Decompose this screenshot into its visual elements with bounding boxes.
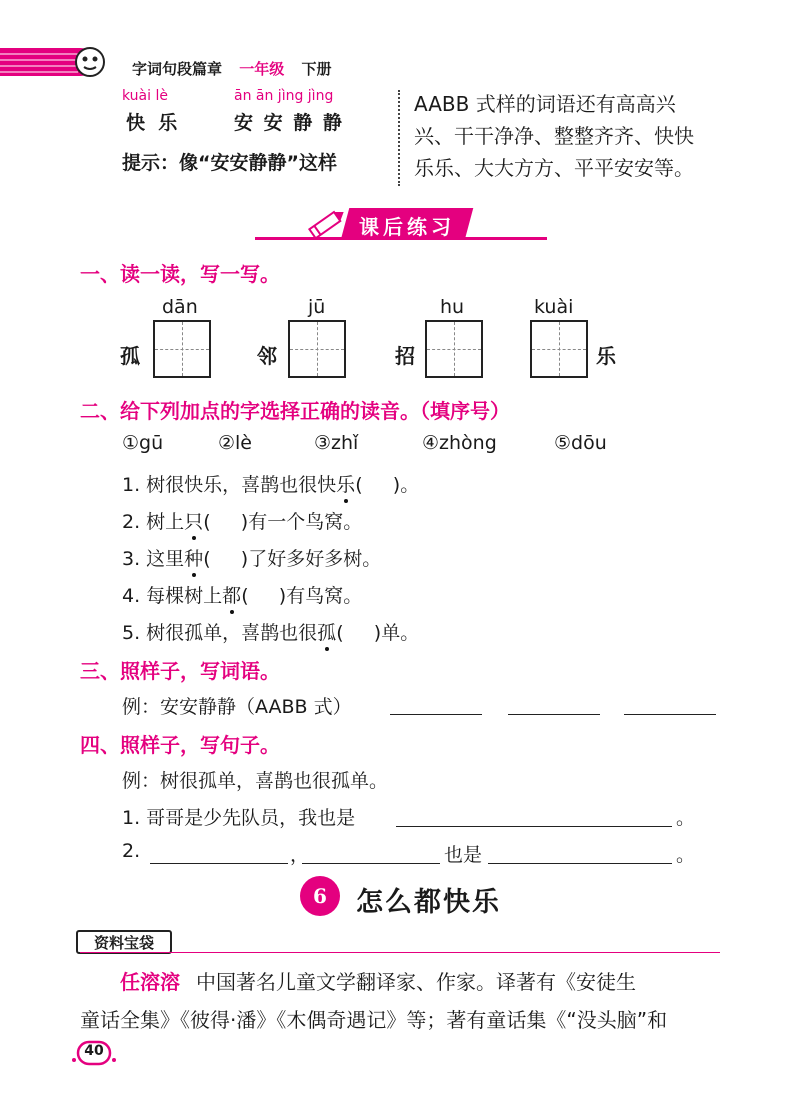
- q1-char: 邻: [257, 344, 277, 368]
- q3-example: 例：安安静静（AABB 式）: [122, 696, 352, 718]
- sentence-text: 2. 树上: [122, 511, 185, 533]
- header-volume: 下册: [301, 60, 332, 78]
- q1-pinyin: kuài: [534, 296, 574, 318]
- dotted-char: 乐: [336, 470, 355, 497]
- page-number: 40: [84, 1043, 104, 1059]
- note-line: 乐乐、大大方方、平平安安等。: [414, 156, 694, 180]
- word-kuaile: 快 乐: [126, 112, 178, 134]
- author-name: 任溶溶: [120, 970, 180, 994]
- answer-blank[interactable]: ( )。: [355, 474, 420, 496]
- info-label: 资料宝袋: [93, 934, 154, 952]
- q2-option: ⑤dōu: [554, 432, 607, 454]
- q1-pinyin: dān: [162, 296, 198, 318]
- q1-pinyin: jū: [308, 296, 326, 318]
- header-grade: 一年级: [239, 60, 285, 78]
- header-title: [132, 58, 332, 79]
- q2-option: ①gū: [122, 432, 164, 454]
- sentence-text: 4. 每棵树上: [122, 585, 223, 607]
- q2-option: ③zhǐ: [314, 432, 359, 454]
- answer-blank[interactable]: ( )有鸟窝。: [241, 585, 363, 607]
- info-text: 中国著名儿童文学翻译家、作家。译著有《安徒生: [196, 970, 636, 994]
- lesson-title: 怎么都快乐: [356, 887, 501, 918]
- pinyin-kuaile: kuài lè: [122, 88, 168, 104]
- note-line: AABB 式样的词语还有高高兴: [414, 92, 676, 116]
- lesson-number: 6: [313, 884, 327, 908]
- header-decoration: [0, 42, 110, 82]
- q1-char: 招: [395, 344, 415, 368]
- q4-also: 也是: [444, 844, 483, 866]
- sentence-text: 5. 树很孤单，喜鹊也很: [122, 622, 318, 644]
- q2-sentence: [122, 544, 381, 571]
- q2-option: ②lè: [218, 432, 253, 454]
- writing-box[interactable]: [530, 320, 588, 378]
- note-divider: [398, 90, 400, 186]
- dotted-char: 孤: [317, 618, 336, 645]
- q1-title: 一、读一读，写一写。: [80, 262, 280, 286]
- note-block: [414, 88, 694, 184]
- q3-blank[interactable]: [390, 714, 482, 715]
- dotted-char: 都: [222, 581, 241, 608]
- pinyin-anjing: ān ān jìng jìng: [234, 88, 334, 104]
- hint-text: 提示：像“安安静静”这样: [122, 152, 337, 174]
- q4-blank[interactable]: [302, 863, 440, 864]
- q3-blank[interactable]: [508, 714, 600, 715]
- q1-char: 乐: [596, 344, 616, 368]
- q4-sentence-1: 1. 哥哥是少先队员，我也是: [122, 807, 356, 829]
- header-series: 字词句段篇章: [132, 60, 223, 78]
- q2-sentence: [122, 470, 419, 497]
- writing-box[interactable]: [153, 320, 211, 378]
- info-line-2: 童话全集》《彼得·潘》《木偶奇遇记》等；著有童话集《“没头脑”和: [80, 1008, 668, 1032]
- answer-blank[interactable]: ( )有一个鸟窝。: [203, 511, 363, 533]
- q1-char: 孤: [120, 344, 140, 368]
- q2-title: 二、给下列加点的字选择正确的读音。（填序号）: [80, 399, 510, 423]
- answer-blank[interactable]: ( )了好多好多树。: [203, 548, 382, 570]
- q2-option: ④zhòng: [422, 432, 497, 454]
- q4-period: 。: [676, 807, 696, 829]
- word-anjing: 安 安 静 静: [234, 112, 344, 134]
- banner-title: 课后练习: [359, 215, 455, 239]
- q4-example: 例：树很孤单，喜鹊也很孤单。: [122, 770, 389, 792]
- q3-title: 三、照样子，写词语。: [80, 659, 280, 683]
- writing-box[interactable]: [425, 320, 483, 378]
- info-line-1: [120, 966, 636, 995]
- note-line: 兴、干干净净、整整齐齐、快快: [414, 124, 694, 148]
- sentence-text: 1. 树很快乐，喜鹊也很快: [122, 474, 337, 496]
- info-rule: [80, 952, 720, 953]
- dotted-char: 种: [184, 544, 203, 571]
- q4-blank[interactable]: [150, 863, 288, 864]
- q4-number-2: 2.: [122, 840, 141, 862]
- sentence-text: 3. 这里: [122, 548, 185, 570]
- q4-comma: ，: [290, 844, 310, 866]
- dotted-char: 只: [184, 507, 203, 534]
- answer-blank[interactable]: ( )单。: [336, 622, 420, 644]
- q2-sentence: [122, 581, 362, 608]
- q4-title: 四、照样子，写句子。: [80, 733, 280, 757]
- ribbon-icon: [0, 42, 110, 82]
- q2-sentence: [122, 507, 362, 534]
- q4-period: 。: [676, 844, 696, 866]
- writing-box[interactable]: [288, 320, 346, 378]
- q1-pinyin: hu: [440, 296, 465, 318]
- q4-blank[interactable]: [396, 826, 672, 827]
- q2-sentence: [122, 618, 419, 645]
- q3-blank[interactable]: [624, 714, 716, 715]
- q4-blank[interactable]: [488, 863, 672, 864]
